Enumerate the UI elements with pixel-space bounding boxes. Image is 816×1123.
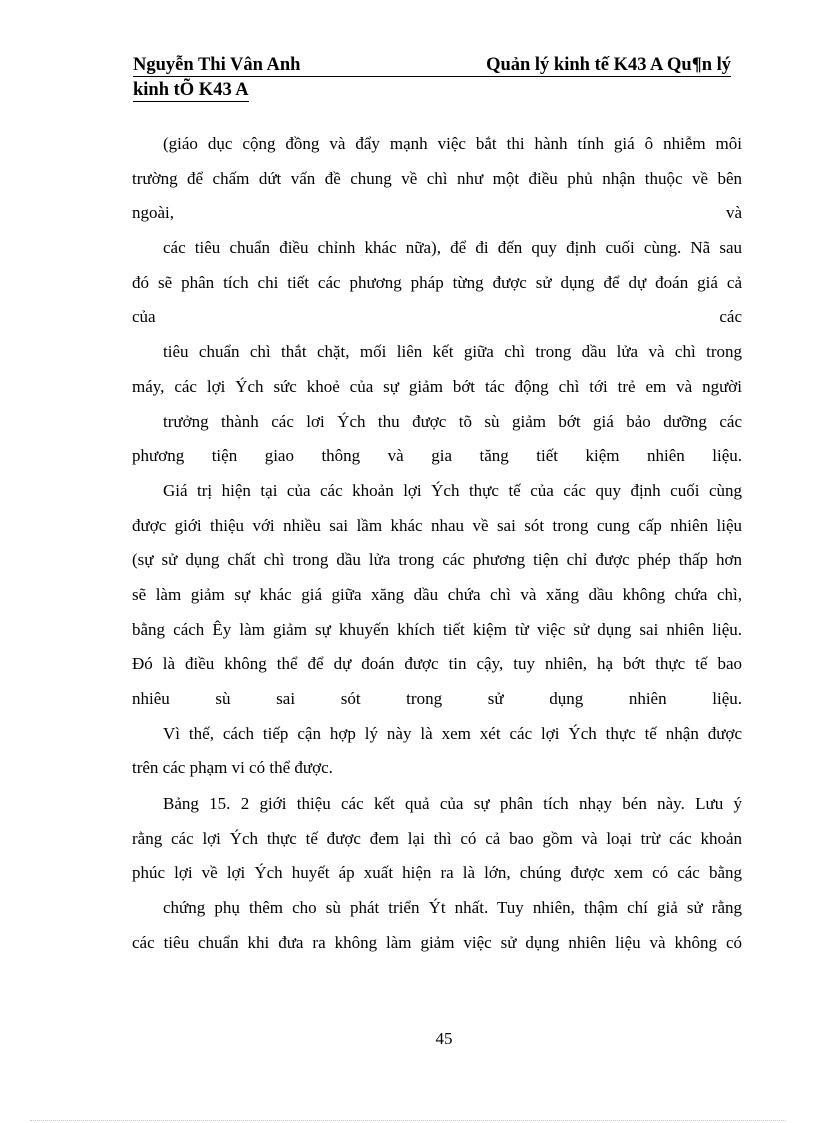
document-body (132, 127, 742, 961)
text-line: sẽ làm giảm sự khác giá giữa xăng dầu chứa chì và xăng dầu không chứa chì, (132, 584, 742, 604)
page-bottom-divider (30, 1120, 786, 1121)
text-line: (giáo dục cộng đồng và đẩy mạnh việc bắt thi hành tính giá ô nhiễm môi (163, 134, 742, 153)
text-line: đó sẽ phân tích chi tiết các phương pháp từng được sử dụng để dự đoán giá cả (132, 272, 742, 292)
text-line: máy, các lợi Ých sức khoẻ của sự giảm bớt tác động chì tới trẻ em và người (132, 376, 742, 396)
text-line-right: và (725, 203, 742, 223)
text-line: (sự sử dụng chất chì trong dầu lửa trong các phương tiện chỉ được phép thấp hơn (132, 550, 742, 570)
header-rule-line (133, 54, 731, 77)
text-line-left: của (132, 307, 156, 327)
text-line-left: ngoài, (132, 203, 175, 223)
text-line: Vì thế, cách tiếp cận hợp lý này là xem xét các lợi Ých thực tế nhận được (163, 723, 742, 743)
text-line: chứng phụ thêm cho sù phát triển Ýt nhất. Tuy nhiên, thậm chí giả sử rằng (163, 898, 742, 918)
text-line: bằng cách Êy làm giảm sự khuyến khích tiết kiệm từ việc sử dụng sai nhiên liệu. (132, 619, 742, 639)
header-course-continued: kinh tÕ K43 A (133, 80, 249, 100)
text-line: được giới thiệu với nhiều sai lầm khác nhau về sai sót trong cung cấp nhiên liệu (132, 515, 742, 535)
text-line: các tiêu chuẩn điều chỉnh khác nữa), để đi đến quy định cuối cùng. Nã sau (163, 238, 742, 258)
text-line: phúc lợi về lợi Ých huyết áp xuất hiện ra là lớn, chúng được xem có các bằng (132, 863, 742, 883)
text-line: nhiêu sù sai sót trong sử dụng nhiên liệu. (132, 689, 742, 708)
page-header (133, 54, 731, 102)
text-line: tiêu chuẩn chì thắt chặt, mối liên kết giữa chì trong dầu lửa và chì trong (163, 342, 742, 362)
page-number: 45 (435, 1029, 453, 1048)
header-author: Nguyễn Thi Vân Anh (133, 55, 301, 75)
text-line: Đó là điều không thể để dự đoán được tin cậy, tuy nhiên, hạ bớt thực tế bao (132, 654, 742, 674)
text-line-split (132, 300, 742, 335)
header-course: Quản lý kinh tế K43 A Qu¶n lý (486, 55, 731, 75)
text-line: trưởng thành các lơi Ých thu được tõ sù giảm bớt giá bảo dưỡng các (163, 411, 742, 431)
text-line: phương tiện giao thông và gia tăng tiết kiệm nhiên liệu. (132, 446, 742, 466)
text-line: rằng các lợi Ých thực tế được đem lại thì có cả bao gồm và loại trừ các khoản (132, 828, 742, 848)
text-line: trên các phạm vi có thể được. (132, 758, 333, 778)
text-line-right: các (719, 307, 742, 327)
text-line: các tiêu chuẩn khi đưa ra không làm giảm việc sử dụng nhiên liệu và không có (132, 932, 742, 952)
text-line: Bảng 15. 2 giới thiệu các kết quả của sự phân tích nhạy bén này. Lưu ý (163, 794, 742, 814)
text-line: trường để chấm dứt vấn đề chung về chì như một điều phủ nhận thuộc về bên (132, 168, 742, 188)
text-line-split (132, 196, 742, 231)
text-line: Giá trị hiện tại của các khoản lợi Ých thực tế của các quy định cuối cùng (163, 480, 742, 500)
